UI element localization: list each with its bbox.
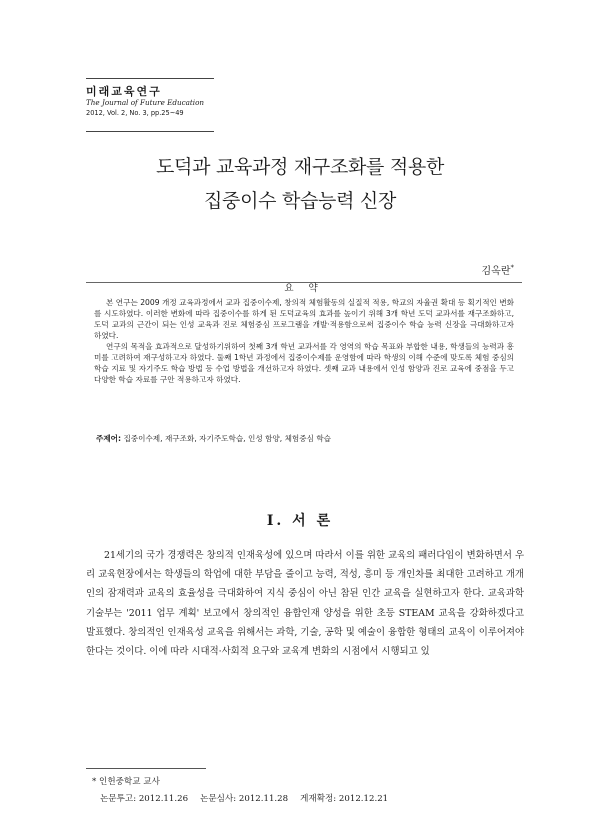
paper-title-line-1: 도덕과 교육과정 재구조화를 적용한: [155, 156, 445, 178]
footnote-affiliation: * 인헌중학교 교사: [92, 777, 160, 787]
abstract-heading: 요 약: [270, 283, 337, 294]
footnote-dates: [100, 792, 400, 804]
journal-name-korean: 미래교육연구: [86, 85, 162, 98]
footnote-divider: [86, 768, 206, 769]
abstract-body: [94, 297, 514, 385]
section-heading-introduction: Ⅰ. 서 론: [266, 513, 334, 529]
date-accepted: 게재확정: 2012.12.21: [300, 794, 389, 804]
abstract-paragraph-1: 본 연구는 2009 개정 교육과정에서 교과 집중이수제, 창의적 체험활동의 실질적 적용, 학교의 자율권 확대 등 획기적인 변화를 시도하였다. 이러한 변화에 따라 집중이수를 하게 된 도덕교육의 효과를 높이기 위해 3개 학년 도덕 교과서를 재구조화하고, 도덕 교과의 근간이 되는 인성 교육과 진로 체험중심 프로그램을 개발·적용함으로써 집중이수 학습 능력 신장을 극대화하고자 하였다.: [94, 298, 514, 340]
abstract-section: [86, 282, 522, 465]
author-name: 김옥란: [481, 266, 511, 277]
keywords: [96, 433, 331, 444]
abstract-paragraph-2: 연구의 목적을 효과적으로 달성하기위하여 첫째 3개 학년 교과서를 각 영역의 학습 목표와 부합한 내용, 학생들의 능력과 흥미를 고려하여 재구성하고자 하였다. 둘째 1학년 과정에서 집중이수제를 운영함에 따라 학생의 이해 수준에 맞도록 체험 중심의 학습 지료 및 자기주도 학습 방법 등 수업 방법을 개선하고자 하였다. 셋째 교과 내용에서 인성 함양과 진로 교육에 중점을 두고 다양한 학습 자료를 구안 적용하고자 하였다.: [94, 342, 514, 384]
keywords-list: 집중이수제, 재구조화, 자기주도학습, 인성 함양, 체험중심 학습: [123, 434, 331, 443]
author: [482, 262, 514, 277]
keywords-label: 주제어:: [96, 434, 122, 443]
body-text: [86, 546, 524, 661]
paper-title-line-2: 집중이수 학습능력 신장: [203, 190, 397, 212]
body-paragraph-1: 21세기의 국가 경쟁력은 창의적 인재육성에 있으며 따라서 이를 위한 교육의 패러다임이 변화하면서 우리 교육현장에서는 학생들의 학업에 대한 부담을 줄이고 능력, 적성, 흥미 등 개인차를 최대한 고려하고 개개인의 잠재력과 교육의 효율성을 극대화하여 지식 중심이 아닌 참된 인간 교육을 실현하고자 한다. 교육과학기술부는 '2011 업무 계획' 보고에서 창의적인 융합인재 양성을 위한 초등 STEAM 교육을 강화하겠다고 발표했다. 창의적인 인재육성 교육을 위해서는 과학, 기술, 공학 및 예술이 융합한 형태의 교육이 이루어져야 한다는 것이다. 이에 따라 시대적·사회적 요구와 교육계 변화의 시점에서 시행되고 있: [86, 550, 524, 658]
journal-volume-info: 2012, Vol. 2, No. 3, pp.25~49: [86, 109, 184, 117]
author-footnote-mark: *: [510, 263, 514, 272]
date-reviewed: 논문심사: 2012.11.28: [200, 794, 289, 804]
date-submitted: 논문투고: 2012.11.26: [100, 794, 189, 804]
journal-header: [86, 78, 214, 132]
journal-name-english: The Journal of Future Education: [86, 98, 205, 107]
